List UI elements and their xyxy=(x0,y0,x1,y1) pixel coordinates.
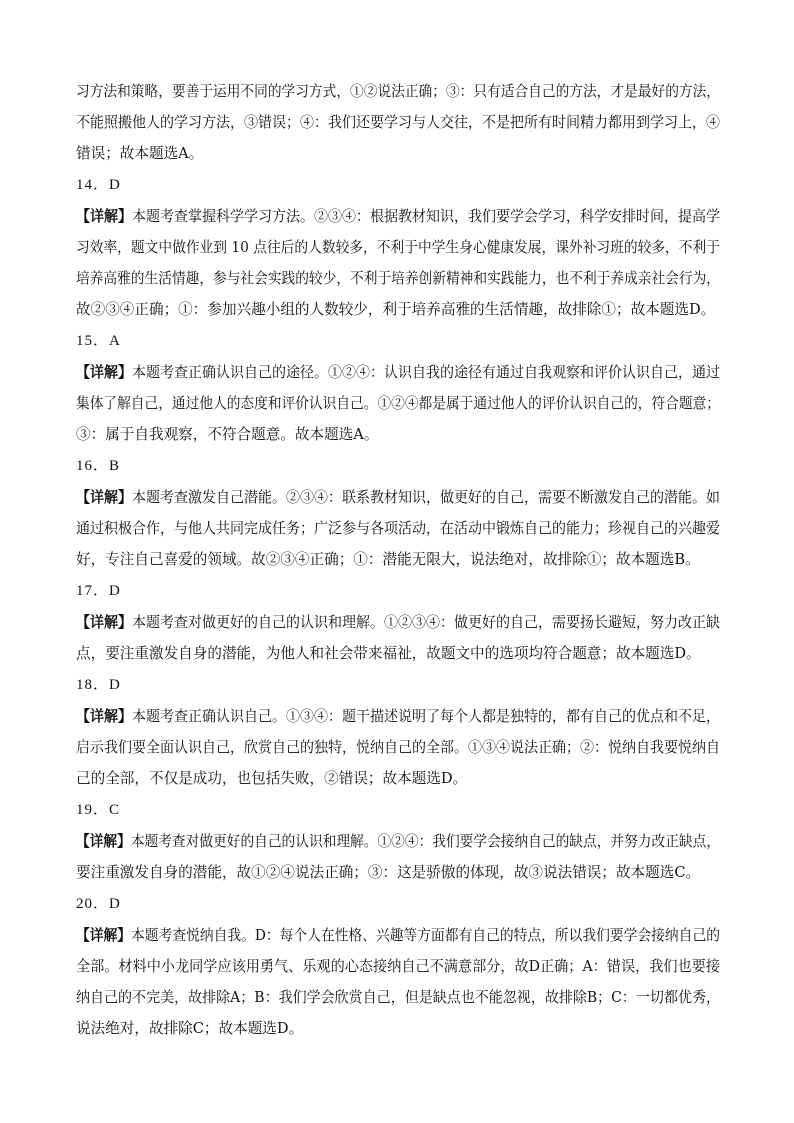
question-17-number: 17．D xyxy=(76,583,121,599)
answer-14-line-3: 培养高雅的生活情趣，参与社会实践的较少，不利于培养创新精神和实践能力，也不利于养成亲社会行为， xyxy=(76,270,721,287)
question-15-number: 15．A xyxy=(76,333,121,349)
answer-15-text-1: 本题考查正确认识自己的途径。①②④：认识自我的途径有通过自我观察和评价认识自己，通过 xyxy=(132,364,721,381)
answer-14-line-2: 习效率，题文中做作业到 10 点往后的人数较多，不利于中学生身心健康发展，课外补习班的较多，不利于 xyxy=(76,239,720,256)
answer-19-text-1: 本题考查对做更好的自己的认识和理解。①②④：我们要学会接纳自己的缺点，并努力改正缺点， xyxy=(130,833,721,850)
detail-tag: 【详解】 xyxy=(76,708,133,725)
detail-tag: 【详解】 xyxy=(76,614,133,631)
answer-18-text-1: 本题考查正确认识自己。①③④：题干描述说明了每个人都是独特的，都有自己的优点和不足， xyxy=(132,708,721,725)
answer-14-line-4: 故②③④正确；①：参加兴趣小组的人数较少，利于培养高雅的生活情趣，故排除①；故本题选D。 xyxy=(76,301,716,318)
answer-17-line-2: 点，要注重激发自身的潜能，为他人和社会带来福祉，故题文中的选项均符合题意；故本题选D。 xyxy=(76,645,701,662)
question-20-number: 20．D xyxy=(76,896,121,912)
answer-20-text-1: 本题考查悦纳自我。D：每个人在性格、兴趣等方面都有自己的特点，所以我们要学会接纳自己的 xyxy=(131,927,720,944)
answer-14-text-1: 本题考查掌握科学学习方法。②③④：根据教材知识，我们要学会学习，科学安排时间，提高学 xyxy=(132,208,721,225)
answer-18-line-1 xyxy=(76,707,720,727)
detail-tag: 【详解】 xyxy=(76,364,133,381)
answer-16-line-1 xyxy=(76,488,720,508)
question-19-number: 19．C xyxy=(76,802,121,818)
answer-16-text-1: 本题考查激发自己潜能。②③④：联系教材知识，做更好的自己，需要不断激发自己的潜能。如 xyxy=(132,489,721,506)
answer-19-line-1 xyxy=(76,832,720,852)
answer-17-line-1 xyxy=(76,613,720,633)
answer-15-line-3: ③：属于自我观察，不符合题意。故本题选A。 xyxy=(76,426,379,443)
answer-19-line-2: 要注重激发自身的潜能，故①②④说法正确；③：这是骄傲的体现，故③说法错误；故本题选C。 xyxy=(76,864,701,881)
answer-16-line-2: 通过积极合作，与他人共同完成任务；广泛参与各项活动，在活动中锻炼自己的能力；珍视自己的兴趣爱 xyxy=(76,520,721,537)
answer-18-line-2: 启示我们要全面认识自己，欣赏自己的独特，悦纳自己的全部。①③④说法正确；②：悦纳自我要悦纳自 xyxy=(76,739,721,756)
answer-15-line-2: 集体了解自己，通过他人的态度和评价认识自己。①②④都是属于通过他人的评价认识自己的，符合题意； xyxy=(76,395,721,412)
answer-15-line-1 xyxy=(76,363,720,383)
question-18-number: 18．D xyxy=(76,677,121,693)
answer-14-line-1 xyxy=(76,207,720,227)
answer-20-line-1 xyxy=(76,926,720,946)
answer-20-line-3: 纳自己的不完美，故排除A；B：我们学会欣赏自己，但是缺点也不能忽视，故排除B；C：一切都优秀， xyxy=(76,989,721,1006)
detail-tag: 【详解】 xyxy=(76,833,131,850)
answer-13-line-4: 错误；故本题选A。 xyxy=(76,145,204,162)
question-14-number: 14．D xyxy=(76,177,121,193)
answer-20-line-2: 全部。材料中小龙同学应该用勇气、乐观的心态接纳自己不满意部分，故D正确；A：错误，我们也要接 xyxy=(76,958,720,975)
detail-tag: 【详解】 xyxy=(76,927,132,944)
answer-17-text-1: 本题考查对做更好的自己的认识和理解。①②③④：做更好的自己，需要扬长避短，努力改正缺 xyxy=(132,614,721,631)
answer-13-line-2: 习方法和策略，要善于运用不同的学习方式，①②说法正确；③：只有适合自己的方法，才是最好的方法， xyxy=(76,83,721,100)
detail-tag: 【详解】 xyxy=(76,489,133,506)
answer-20-line-4: 说法绝对，故排除C；故本题选D。 xyxy=(76,1020,304,1037)
question-16-number: 16．B xyxy=(76,458,121,474)
answer-18-line-3: 己的全部，不仅是成功，也包括失败，②错误；故本题选D。 xyxy=(76,770,468,787)
answer-16-line-3: 好，专注自己喜爱的领域。故②③④正确；①：潜能无限大，说法绝对，故排除①；故本题选B。 xyxy=(76,551,700,568)
answer-13-line-3: 不能照搬他人的学习方法，③错误；④：我们还要学习与人交往，不是把所有时间精力都用到学习上，④ xyxy=(76,114,721,131)
detail-tag: 【详解】 xyxy=(76,208,133,225)
